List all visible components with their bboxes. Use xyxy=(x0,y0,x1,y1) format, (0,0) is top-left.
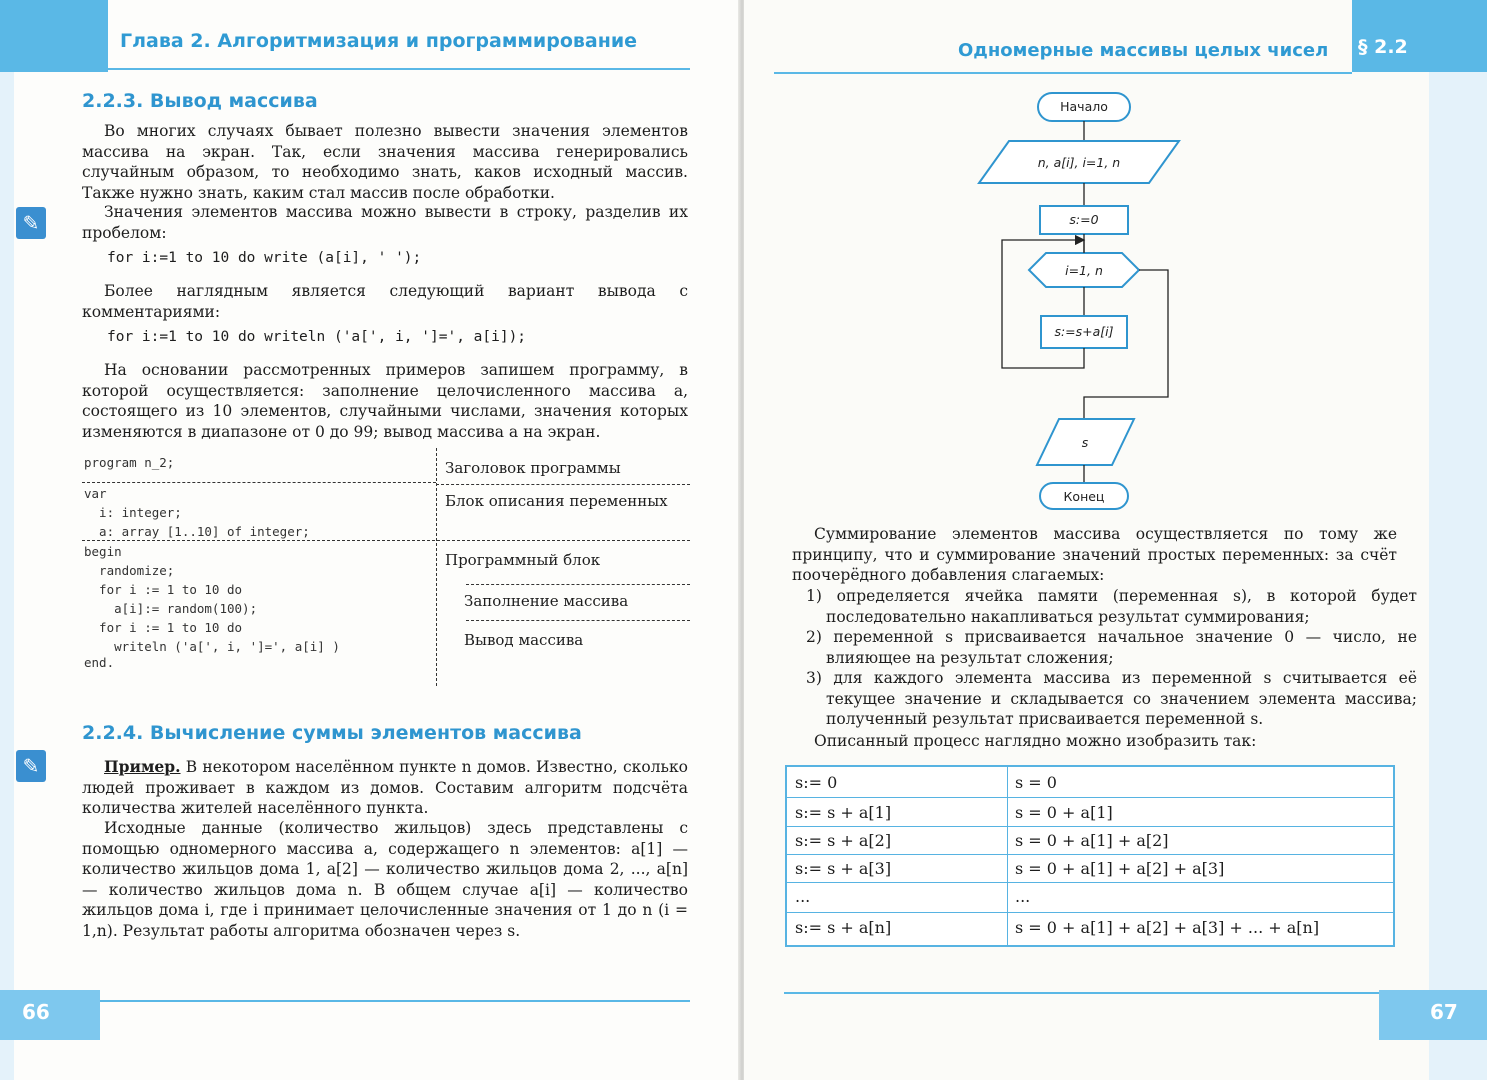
flowchart-body-label: s:=s+a[i] xyxy=(1054,324,1114,339)
flowchart-start-label: Начало xyxy=(1060,99,1108,114)
paragraph-text: Суммирование элементов массива осуществляется по тому же принципу, что и суммирование значений простых переменных: за счёт поочерёдного добавления слагаемых: xyxy=(792,525,1397,584)
code-line: a: array [1..10] of integer; xyxy=(84,524,310,539)
paragraph xyxy=(792,524,1397,586)
code-line: writeln ('a[', i, ']=', a[i] ) xyxy=(84,639,340,654)
program-comment: Заполнение массива xyxy=(464,592,629,610)
table-divider xyxy=(787,797,1393,798)
chapter-header: Глава 2. Алгоритмизация и программирование xyxy=(120,30,638,52)
paragraph xyxy=(82,202,688,243)
code-line: var xyxy=(84,486,107,501)
program-comment: Вывод массива xyxy=(464,631,584,649)
divider xyxy=(436,484,690,485)
margin-strip xyxy=(1429,72,1487,1080)
summation-table xyxy=(785,765,1395,947)
divider xyxy=(82,540,690,541)
program-listing xyxy=(82,448,690,686)
header-rule xyxy=(108,68,690,70)
section-title-output: 2.2.3. Вывод массива xyxy=(82,90,318,112)
flowchart xyxy=(974,85,1394,515)
divider xyxy=(466,620,690,621)
header-rule xyxy=(774,72,1352,74)
divider xyxy=(466,584,690,585)
program-comment: Заголовок программы xyxy=(445,459,621,477)
flowchart-output-label: s xyxy=(1081,435,1089,450)
footer-rule xyxy=(784,992,1379,994)
paragraph-text: На основании рассмотренных примеров запишем программу, в которой осуществляется: заполнение целочисленного массива a, состоящего из 10 элементов, случайными числами, значения которых изменяются в диапазоне от 0 до 99; вывод массива a на экран. xyxy=(82,361,688,441)
paragraph-text: Во многих случаях бывает полезно вывести значения элементов массива на экран. Так, если значения массива генерировались случайным образом, то необходимо знать, каков исходный массив. Также нужно знать, каким стал массив после обработки. xyxy=(82,122,688,202)
example-text: В некотором населённом пункте n домов. Известно, сколько людей проживает в каждом из домов. Составим алгоритм подсчёта количества жителей населённого пункта. xyxy=(82,758,688,817)
code-line: i: integer; xyxy=(84,505,182,520)
paragraph-text: Значения элементов массива можно вывести в строку, разделив их пробелом: xyxy=(82,203,688,242)
page-number: 67 xyxy=(1430,1000,1458,1024)
divider xyxy=(82,482,436,483)
code-line: for i:=1 to 10 do writeln ('a[', i, ']=', a[i]); xyxy=(107,329,527,345)
table-cell: s = 0 + a[1] xyxy=(1015,803,1113,822)
list-item: 2) переменной s присваивается начальное значение 0 — число, не влияющее на результат сложения; xyxy=(806,628,1417,667)
table-cell: s = 0 xyxy=(1015,773,1057,792)
program-comment: Программный блок xyxy=(445,551,601,569)
table-divider xyxy=(1007,767,1008,945)
paragraph-text xyxy=(82,757,688,819)
table-cell: s:= s + a[2] xyxy=(795,831,892,850)
table-divider xyxy=(787,854,1393,855)
code-line: randomize; xyxy=(84,563,175,578)
pencil-icon: ✎ xyxy=(16,207,46,239)
paragraph-text: Более наглядным является следующий вариант вывода с комментариями: xyxy=(82,282,688,321)
section-title-sum: 2.2.4. Вычисление суммы элементов массива xyxy=(82,722,582,744)
table-divider xyxy=(787,912,1393,913)
paragraph xyxy=(792,731,1397,752)
table-cell: s = 0 + a[1] + a[2] xyxy=(1015,831,1169,850)
page-number: 66 xyxy=(22,1000,50,1024)
list-item: 1) определяется ячейка памяти (переменная s), в которой будет последовательно накапливаться результат суммирования; xyxy=(806,587,1417,626)
code-line: for i := 1 to 10 do xyxy=(84,582,243,597)
section-ref: § 2.2 xyxy=(1358,36,1408,58)
paragraph xyxy=(82,360,688,442)
table-cell: ... xyxy=(1015,887,1031,906)
paragraph xyxy=(82,757,688,819)
table-cell: s:= s + a[1] xyxy=(795,803,892,822)
flowchart-init-label: s:=0 xyxy=(1069,212,1099,227)
table-cell: s:= 0 xyxy=(795,773,838,792)
topic-header: Одномерные массивы целых чисел xyxy=(958,40,1329,61)
code-line: a[i]:= random(100); xyxy=(84,601,258,616)
code-line: program n_2; xyxy=(84,455,175,470)
code-line: for i := 1 to 10 do xyxy=(84,620,243,635)
program-comment: Блок описания переменных xyxy=(445,492,668,510)
flowchart-loop-label: i=1, n xyxy=(1065,263,1103,278)
table-cell: s = 0 + a[1] + a[2] + a[3] xyxy=(1015,859,1225,878)
paragraph xyxy=(82,121,688,203)
list-item: 3) для каждого элемента массива из переменной s считывается её текущее значение и складывается со значением элемента массива; полученный результат присваивается переменной s. xyxy=(806,669,1417,728)
example-label: Пример. xyxy=(104,757,181,776)
flowchart-end-label: Конец xyxy=(1063,489,1105,504)
margin-strip xyxy=(0,72,14,1080)
header-band xyxy=(0,0,108,72)
pencil-icon: ✎ xyxy=(16,750,46,782)
table-divider xyxy=(787,882,1393,883)
footer-rule xyxy=(100,1000,690,1002)
table-cell: s = 0 + a[1] + a[2] + a[3] + ... + a[n] xyxy=(1015,918,1320,937)
table-divider xyxy=(787,826,1393,827)
flowchart-input-label: n, a[i], i=1, n xyxy=(1037,155,1121,170)
paragraph xyxy=(82,281,688,322)
footer-band xyxy=(0,990,100,1040)
table-cell: s:= s + a[n] xyxy=(795,918,892,937)
left-page xyxy=(0,0,740,1080)
paragraph-text: Исходные данные (количество жильцов) здесь представлены с помощью одномерного массива a, содержащего n элементов: a[1] — количество жильцов дома 1, a[2] — количество жильцов дома 2, ..., a[n] — количество жильцов дома n. В общем случае a[i] — количество жильцов дома i, где i принимает целочисленные значения от 1 до n (i = 1,n). Результат работы алгоритма обозначен через s. xyxy=(82,819,688,940)
paragraph xyxy=(82,818,688,941)
table-cell: s:= s + a[3] xyxy=(795,859,892,878)
paragraph-text: Описанный процесс наглядно можно изобразить так: xyxy=(814,732,1257,750)
code-line: begin xyxy=(84,544,122,559)
table-cell: ... xyxy=(795,887,811,906)
code-line: end. xyxy=(84,655,115,670)
code-line: for i:=1 to 10 do write (a[i], ' '); xyxy=(107,250,422,266)
